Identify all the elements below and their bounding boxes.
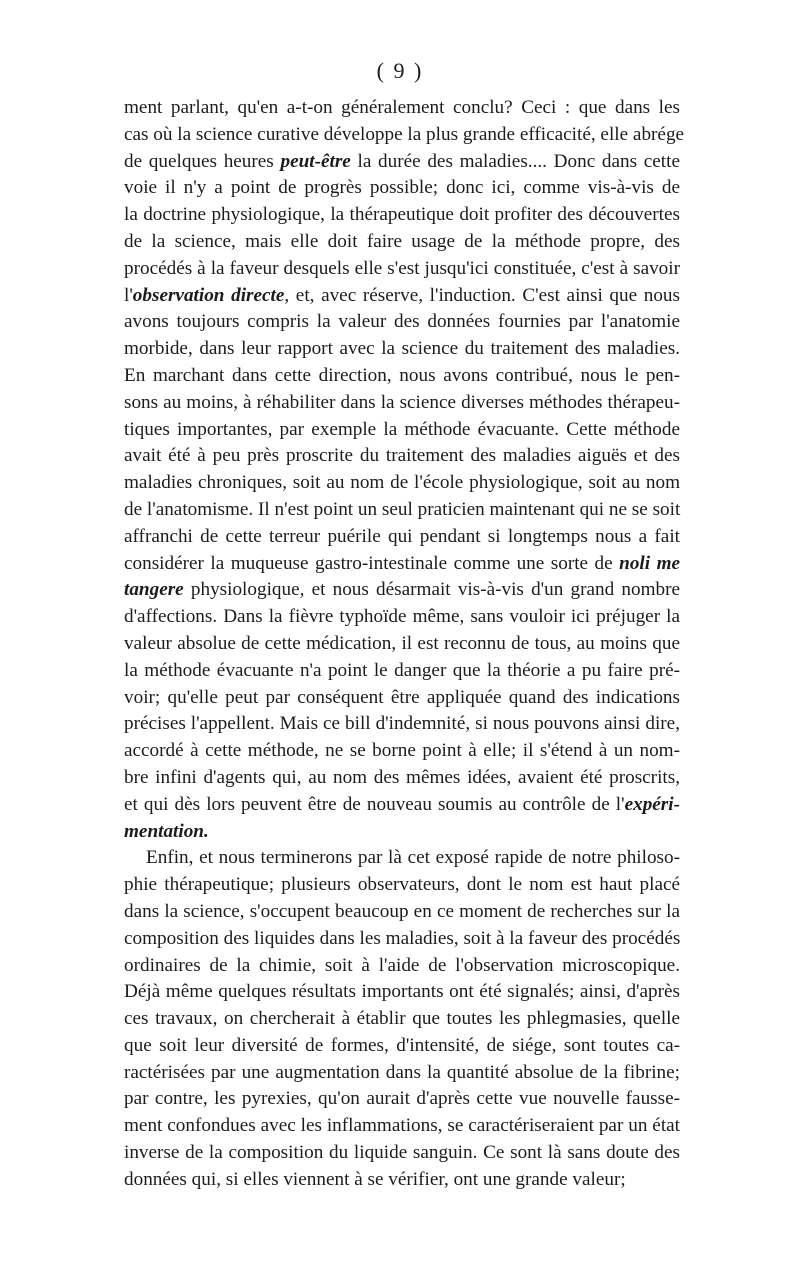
emphasis-text: noli me [619, 552, 681, 574]
text-run: et qui dès lors peuvent être de nouveau soumis au contrôle de l' [124, 793, 625, 815]
text-run: dans la science, s'occupent beaucoup en ce moment de recherches sur la [124, 900, 680, 922]
text-run: avons toujours compris la valeur des données fournies par l'anatomie [124, 311, 680, 333]
text-line [124, 417, 680, 444]
text-line [124, 738, 680, 765]
emphasis-text: tangere [124, 579, 184, 601]
text-line [124, 524, 680, 551]
text-run: données qui, si elles viennent à se vérifier, ont une grande valeur; [124, 1168, 626, 1190]
text-line [124, 604, 680, 631]
text-line [124, 953, 680, 980]
text-run: ces travaux, on chercherait à établir que toutes les phlegmasies, quelle [124, 1008, 680, 1030]
text-line [124, 845, 680, 872]
text-line [124, 819, 680, 846]
text-line [124, 283, 680, 310]
text-line [124, 95, 680, 122]
emphasis-text: observation directe [132, 284, 285, 306]
text-line [124, 1086, 680, 1113]
text-run: avait été à peu près proscrite du traitement des maladies aiguës et des [124, 445, 680, 467]
text-line [124, 685, 680, 712]
text-line [124, 390, 680, 417]
text-line [124, 792, 680, 819]
paragraph [124, 845, 680, 1193]
text-run: affranchi de cette terreur puérile qui pendant si longtemps nous a fait [124, 525, 680, 547]
text-line [124, 309, 680, 336]
text-line [124, 926, 680, 953]
text-run: voie il n'y a point de progrès possible; donc ici, comme vis-à-vis de [124, 177, 680, 199]
text-run: de l'anatomisme. Il n'est point un seul praticien maintenant qui ne se soit [124, 498, 681, 520]
text-run: tiques importantes, par exemple la méthode évacuante. Cette méthode [124, 418, 680, 440]
text-line [124, 363, 680, 390]
text-run: inverse de la composition du liquide sanguin. Ce sont là sans doute des [124, 1142, 680, 1164]
text-run: Déjà même quelques résultats importants ont été signalés; ainsi, d'après [124, 981, 680, 1003]
text-line [124, 470, 680, 497]
text-run: la méthode évacuante n'a point le danger que la théorie a pu faire pré- [124, 659, 680, 681]
text-line [124, 1060, 680, 1087]
text-line [124, 1006, 680, 1033]
text-line [124, 979, 680, 1006]
text-line [124, 631, 680, 658]
text-run: phie thérapeutique; plusieurs observateurs, dont le nom est haut placé [124, 874, 680, 896]
text-run: ment parlant, qu'en a-t-on généralement conclu? Ceci : que dans les [124, 97, 680, 118]
text-run: bre infini d'agents qui, au nom des mêmes idées, avaient été proscrits, [124, 766, 680, 788]
text-line [124, 122, 685, 149]
text-run: précises l'appellent. Mais ce bill d'indemnité, si nous pouvons ainsi dire, [124, 713, 680, 735]
text-run: ordinaires de la chimie, soit à l'aide de l'observation microscopique. [124, 954, 680, 976]
emphasis-text: mentation. [124, 820, 209, 842]
text-run: l' [124, 284, 133, 306]
text-run: ment confondues avec les inflammations, se caractériseraient par un état [124, 1115, 680, 1137]
emphasis-text: peut-être [280, 150, 351, 172]
text-run: voir; qu'elle peut par conséquent être appliquée quand des indications [124, 686, 680, 708]
text-line [124, 1140, 680, 1167]
text-run: composition des liquides dans les maladies, soit à la faveur des procédés [124, 927, 681, 949]
text-line [124, 711, 680, 738]
text-run: , et, avec réserve, l'induction. C'est ainsi que nous [284, 284, 680, 306]
text-line [124, 577, 680, 604]
text-run: physiologique, et nous désarmait vis-à-vis d'un grand nombre [183, 579, 680, 601]
body-text [124, 95, 685, 1194]
paragraph [124, 95, 685, 845]
text-run: d'affections. Dans la fièvre typhoïde même, sans vouloir ici préjuger la [124, 606, 680, 628]
text-run: cas où la science curative développe la plus grande efficacité, elle abrége [124, 123, 685, 145]
text-run: par contre, les pyrexies, qu'on aurait d'après cette vue nouvelle fausse- [124, 1088, 680, 1110]
text-line [124, 229, 680, 256]
text-line [124, 765, 680, 792]
text-line [124, 175, 680, 202]
text-run: Enfin, et nous terminerons par là cet exposé rapide de notre philoso- [146, 847, 680, 869]
text-line [124, 551, 680, 578]
text-run: de la science, mais elle doit faire usage de la méthode propre, des [124, 230, 680, 252]
text-run: En marchant dans cette direction, nous avons contribué, nous le pen- [124, 364, 680, 386]
text-line [124, 202, 680, 229]
text-run: sons au moins, à réhabiliter dans la science diverses méthodes thérapeu- [124, 391, 680, 413]
text-run: que soit leur diversité de formes, d'intensité, de siége, sont toutes ca- [124, 1034, 680, 1056]
emphasis-text: expéri- [624, 793, 680, 815]
text-line [124, 1113, 680, 1140]
text-run: procédés à la faveur desquels elle s'est jusqu'ici constituée, c'est à savoir [124, 257, 680, 279]
text-line [124, 149, 680, 176]
page-number: ( 9 ) [376, 58, 424, 83]
text-line [124, 1167, 680, 1194]
text-run: de quelques heures [124, 150, 281, 172]
text-run: la doctrine physiologique, la thérapeutique doit profiter des découvertes [124, 204, 680, 226]
text-run: considérer la muqueuse gastro-intestinale comme une sorte de [124, 552, 620, 574]
text-line [124, 658, 680, 685]
text-line [124, 336, 680, 363]
text-line [124, 872, 680, 899]
text-run: ractérisées par une augmentation dans la quantité absolue de la fibrine; [124, 1061, 680, 1083]
text-line [124, 497, 680, 524]
text-run: accordé à cette méthode, ne se borne point à elle; il s'étend à un nom- [124, 740, 680, 762]
text-line [124, 256, 680, 283]
text-run: valeur absolue de cette médication, il est reconnu de tous, au moins que [124, 632, 680, 654]
text-run: la durée des maladies.... Donc dans cette [350, 150, 680, 172]
text-line [124, 899, 680, 926]
text-run: morbide, dans leur rapport avec la science du traitement des maladies. [124, 338, 680, 360]
text-line [124, 1033, 680, 1060]
text-run: maladies chroniques, soit au nom de l'école physiologique, soit au nom [124, 472, 680, 494]
text-line [124, 443, 680, 470]
